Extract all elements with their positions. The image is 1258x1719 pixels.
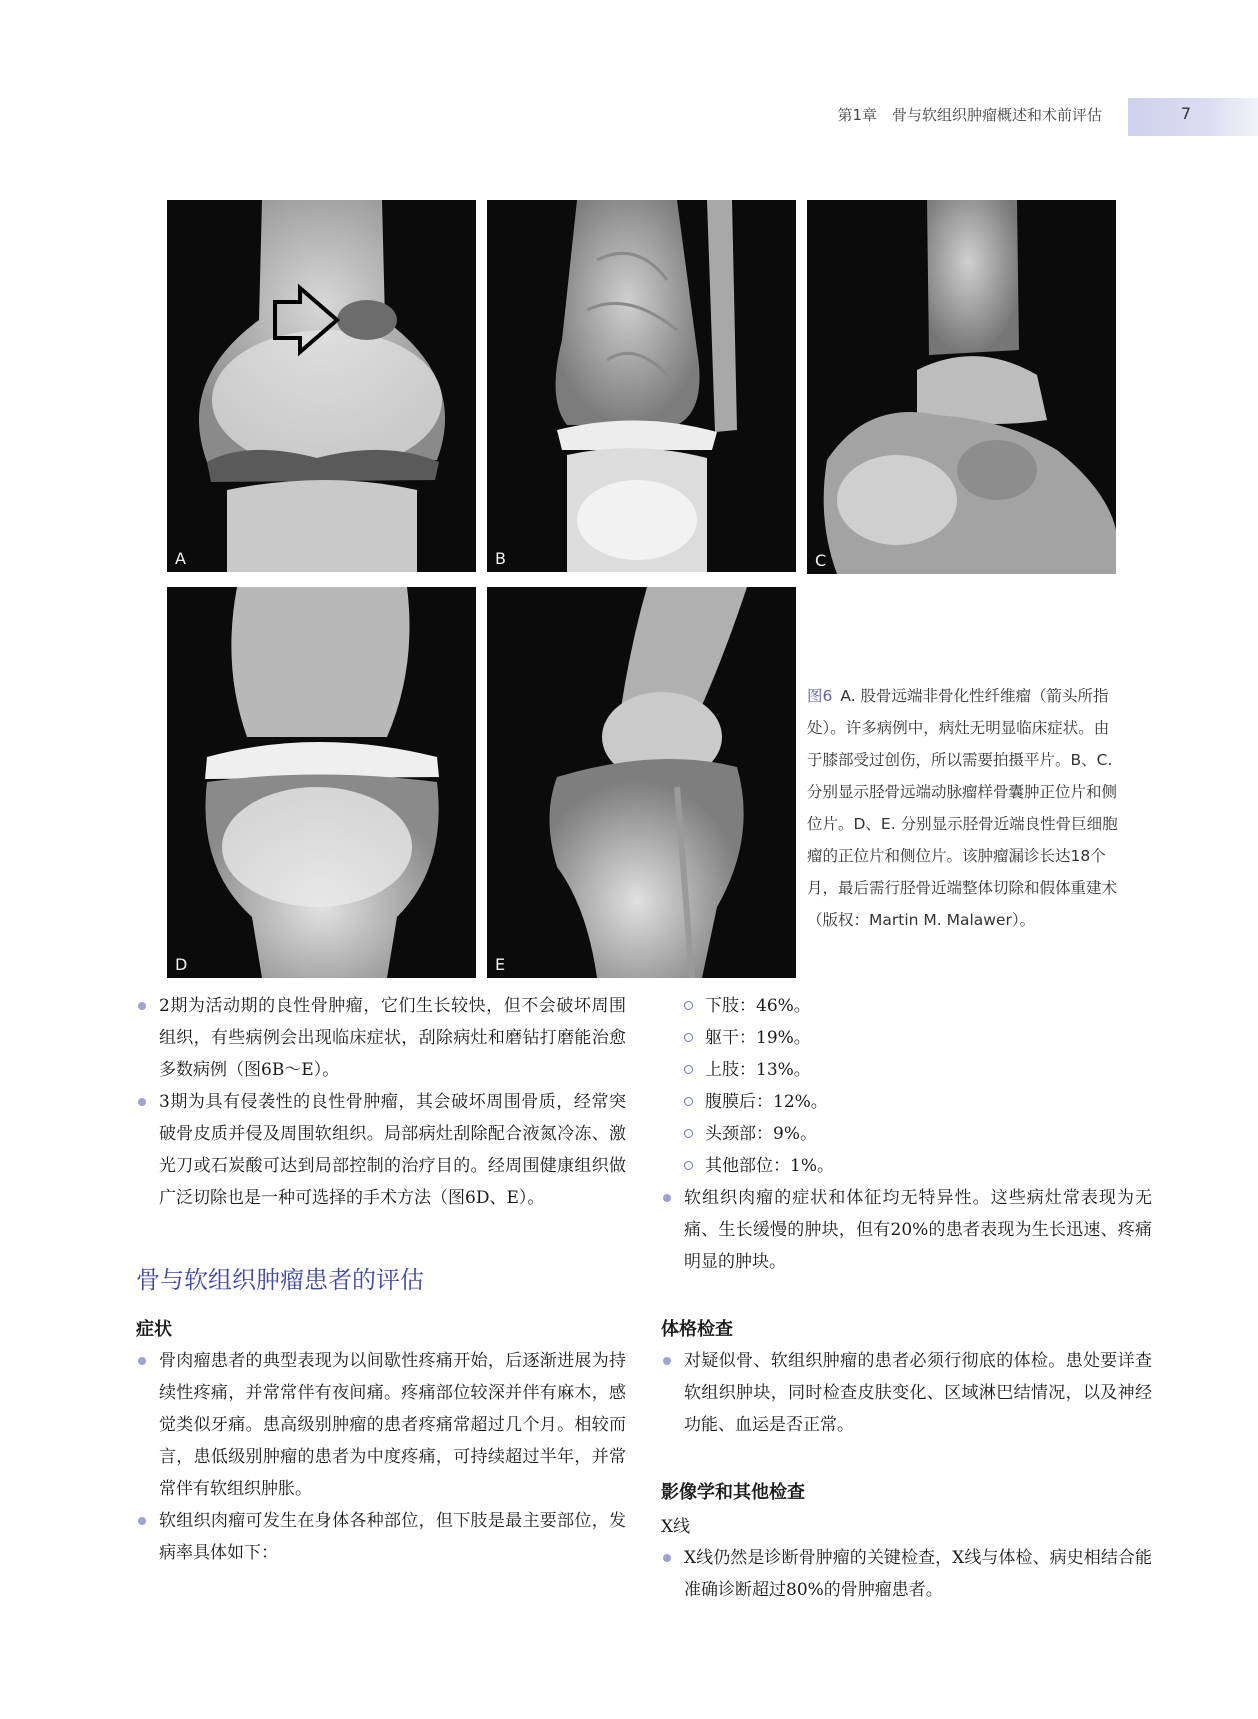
xray-image-proximal-tibia-ap [167,587,476,978]
site-rate-head-neck: 头颈部：9%。 [682,1118,1152,1150]
bullet-stage-3: 3期为具有侵袭性的良性骨肿瘤，其会破坏周围骨质，经常突破骨皮质并侵及周围软组织。局部病灶刮除配合液氮冷冻、激光刀或石炭酸可达到局部控制的治疗目的。经周围健康组织做广泛切除也是一种可选择的手术方法（图6D、E）。 [136,1086,626,1214]
panel-letter-c: C [815,551,827,570]
site-rate-other: 其他部位：1%。 [682,1150,1152,1182]
bullet-soft-tissue-sarcoma-sites: 软组织肉瘤可发生在身体各种部位，但下肢是最主要部位，发病率具体如下： [136,1505,626,1569]
bullet-sarcoma-signs: 软组织肉瘤的症状和体征均无特异性。这些病灶常表现为无痛、生长缓慢的肿块，但有20%的患者表现为生长迅速、疼痛明显的肿块。 [661,1182,1152,1278]
sarcoma-signs-block [661,1182,1152,1278]
figure-caption [807,680,1120,936]
section-title: 骨与软组织肿瘤患者的评估 [136,1266,424,1294]
panel-letter-e: E [495,955,506,974]
symptoms-heading: 症状 [136,1319,172,1340]
xray-subheading: X线 [661,1517,691,1537]
bullet-stage-2: 2期为活动期的良性骨肿瘤，它们生长较快，但不会破坏周围组织，有些病例会出现临床症状，刮除病灶和磨钻打磨能治愈多数病例（图6B～E）。 [136,990,626,1086]
bullet-xray: X线仍然是诊断骨肿瘤的关键检查，X线与体检、病史相结合能准确诊断超过80%的骨肿瘤患者。 [661,1542,1152,1606]
imaging-heading: 影像学和其他检查 [661,1482,805,1503]
panel-letter-d: D [175,955,188,974]
physical-exam-block [661,1345,1152,1441]
site-rate-upper-limb: 上肢：13%。 [682,1054,1152,1086]
site-rate-retroperitoneum: 腹膜后：12%。 [682,1086,1152,1118]
site-rate-trunk: 躯干：19%。 [682,1022,1152,1054]
xray-panel-a [167,200,476,572]
left-column-stage-bullets [136,990,626,1214]
page-number: 7 [1180,104,1192,123]
xray-panel-b [487,200,796,572]
xray-image-proximal-tibia-lateral [487,587,796,978]
xray-image-distal-tibia-ap [487,200,796,572]
bullet-physical-exam: 对疑似骨、软组织肿瘤的患者必须行彻底的体检。患处要详查软组织肿块，同时检查皮肤变化、区域淋巴结情况，以及神经功能、血运是否正常。 [661,1345,1152,1441]
panel-letter-b: B [495,549,506,568]
physical-exam-heading: 体格检查 [661,1319,733,1340]
xray-panel-e [487,587,796,978]
site-rate-lower-limb: 下肢：46%。 [682,990,1152,1022]
figure-caption-text: A. 股骨远端非骨化性纤维瘤（箭头所指处）。许多病例中，病灶无明显临床症状。由于膝部受过创伤，所以需要拍摄平片。B、C. 分别显示胫骨远端动脉瘤样骨囊肿正位片和侧位片。D、E. 分别显示胫骨近端良性骨巨细胞瘤的正位片和侧位片。该肿瘤漏诊长达18个月，最后需行胫骨近端整体切除和假体重建术（版权：Martin M. Malawer）。 [807,687,1118,929]
site-rate-list [682,990,1152,1182]
xray-panel-d [167,587,476,978]
panel-letter-a: A [175,549,186,568]
xray-image-ankle-lateral [807,200,1116,574]
bullet-osteosarcoma-symptoms: 骨肉瘤患者的典型表现为以间歇性疼痛开始，后逐渐进展为持续性疼痛，并常常伴有夜间痛。疼痛部位较深并伴有麻木，感觉类似牙痛。患高级别肿瘤的患者疼痛常超过几个月。相较而言，患低级别肿瘤的患者为中度疼痛，可持续超过半年，并常常伴有软组织肿胀。 [136,1345,626,1505]
figure-label: 图6 [807,687,833,705]
left-column-symptom-bullets [136,1345,626,1569]
running-header-title: 第1章 骨与软组织肿瘤概述和术前评估 [837,106,1102,124]
xray-block [661,1542,1152,1606]
xray-image-distal-femur [167,200,476,572]
xray-panel-c [807,200,1116,574]
